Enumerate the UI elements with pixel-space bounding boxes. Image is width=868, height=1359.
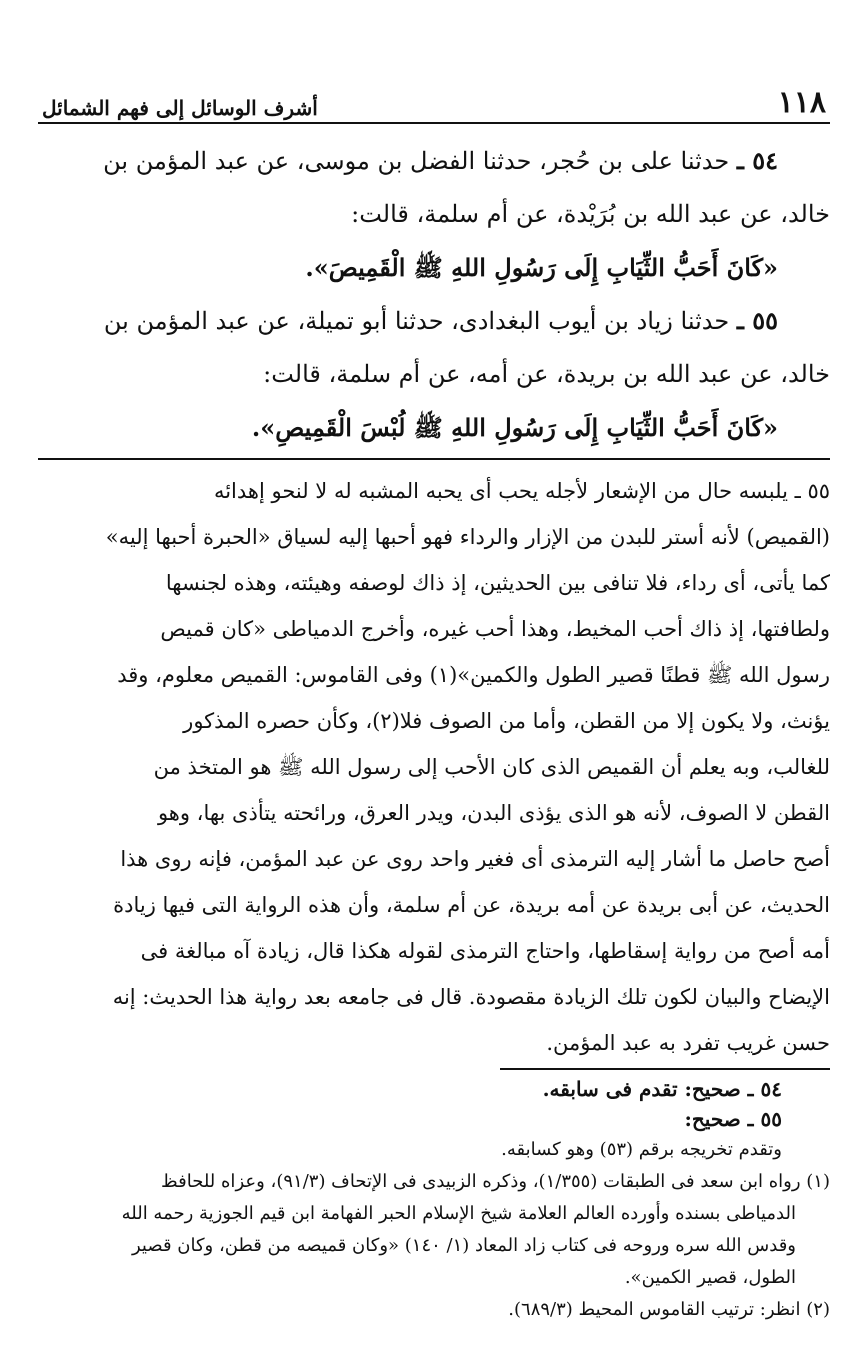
commentary-line: حسن غريب تفرد به عبد المؤمن. [546, 1031, 830, 1055]
hadith-55-number: ٥٥ ـ [736, 306, 778, 335]
commentary-line: كما يأتى، أى رداء، فلا تنافى بين الحديثين، إذ ذاك لوصفه وهيئته، وهذه لجنسها [165, 571, 830, 595]
takhrij-note: وتقدم تخريجه برقم (٥٣) وهو كسابقه. [501, 1139, 782, 1160]
footnote-divider [500, 1068, 830, 1070]
hadith-text [38, 134, 830, 454]
commentary-line: الحديث، عن أبى بريدة عن أمه بريدة، عن أم سلمة، وأن هذه الرواية التى فيها زيادة [113, 893, 830, 917]
commentary-line: ولطافتها، إذ ذاك أحب المخيط، وهذا أحب غيره، وأخرج الدمياطى «كان قميص [160, 617, 830, 641]
commentary-line: للغالب، وبه يعلم أن القميص الذى كان الأحب إلى رسول الله ﷺ هو المتخذ من [153, 755, 830, 779]
commentary-line: القطن لا الصوف، لأنه هو الذى يؤذى البدن، ويدر العرق، ورائحته يتأذى بها، وهو [157, 801, 830, 825]
page-header [38, 78, 830, 124]
commentary-divider [38, 458, 830, 460]
grading-section [38, 1074, 830, 1134]
hadith-55-isnad-line-2: خالد، عن عبد الله بن بريدة، عن أمه، عن أم سلمة، قالت: [263, 360, 830, 388]
footnotes [38, 1134, 830, 1326]
grading-55: ٥٥ ـ صحيح: [684, 1107, 782, 1131]
hadith-54-isnad-line-1 [38, 134, 830, 188]
hadith-54-number: ٥٤ ـ [736, 146, 778, 175]
commentary-line: أمه أصح من رواية إسقاطها، واحتاج الترمذى لقوله هكذا قال، زيادة آه مبالغة فى [140, 939, 830, 963]
commentary-line: أصح حاصل ما أشار إليه الترمذى أى فغير واحد روى عن عبد المؤمن، فإنه روى هذا [120, 847, 830, 871]
grading-54: ٥٤ ـ صحيح: تقدم فى سابقه. [542, 1077, 782, 1101]
commentary-line: الإيضاح والبيان لكون تلك الزيادة مقصودة. قال فى جامعه بعد رواية هذا الحديث: إنه [112, 985, 830, 1009]
running-title: أشرف الوسائل إلى فهم الشمائل [42, 96, 318, 120]
hadith-55-isnad-line-1 [38, 294, 830, 348]
footnote-1-line: وقدس الله سره وروحه فى كتاب زاد المعاد (١/ ١٤٠) «وكان قميصه من قطن، وكان قصير [131, 1235, 796, 1256]
commentary-line: يؤنث، ولا يكون إلا من القطن، وأما من الصوف فلا(٢)، وكأن حصره المذكور [183, 709, 830, 733]
hadith-54-isnad-line-2: خالد، عن عبد الله بن بُرَيْدة، عن أم سلمة، قالت: [351, 200, 830, 228]
hadith-54-matn: «كَانَ أَحَبُّ الثِّيَابِ إِلَى رَسُولِ اللهِ ﷺ الْقَمِيصَ». [305, 253, 778, 282]
footnote-1-line: الدمياطى بسنده وأورده العالم العلامة شيخ الإسلام الحبر الفهامة ابن قيم الجوزية رحمه الله [121, 1203, 796, 1224]
hadith-55-matn: «كَانَ أَحَبُّ الثِّيَابِ إِلَى رَسُولِ اللهِ ﷺ لُبْسَ الْقَمِيصِ». [251, 413, 778, 442]
footnote-2: (٢) انظر: ترتيب القاموس المحيط (٦٨٩/٣). [508, 1299, 830, 1320]
hadith-54-isnad-1-text: حدثنا على بن حُجر، حدثنا الفضل بن موسى، عن عبد المؤمن بن [103, 147, 730, 175]
commentary-line: ٥٥ ـ يلبسه حال من الإشعار لأجله يحب أى يحبه المشبه له لا لنحو إهدائه [213, 479, 830, 503]
footnote-1-line: الطول، قصير الكمين». [624, 1267, 796, 1288]
commentary-line: (القميص) لأنه أستر للبدن من الإزار والرداء فهو أحبها إليه لسياق «الحبرة أحبها إليه» [105, 525, 830, 549]
hadith-55-isnad-1-text: حدثنا زياد بن أيوب البغدادى، حدثنا أبو تميلة، عن عبد المؤمن بن [103, 307, 730, 335]
page-number: ١١٨ [777, 85, 826, 120]
commentary-line: رسول الله ﷺ قطنًا قصير الطول والكمين»(١) وفى القاموس: القميص معلوم، وقد [117, 663, 830, 687]
commentary [38, 468, 830, 1066]
footnote-1-line: (١) رواه ابن سعد فى الطبقات (١/٣٥٥)، وذكره الزبيدى فى الإتحاف (٩١/٣)، وعزاه للحافظ [161, 1171, 830, 1192]
